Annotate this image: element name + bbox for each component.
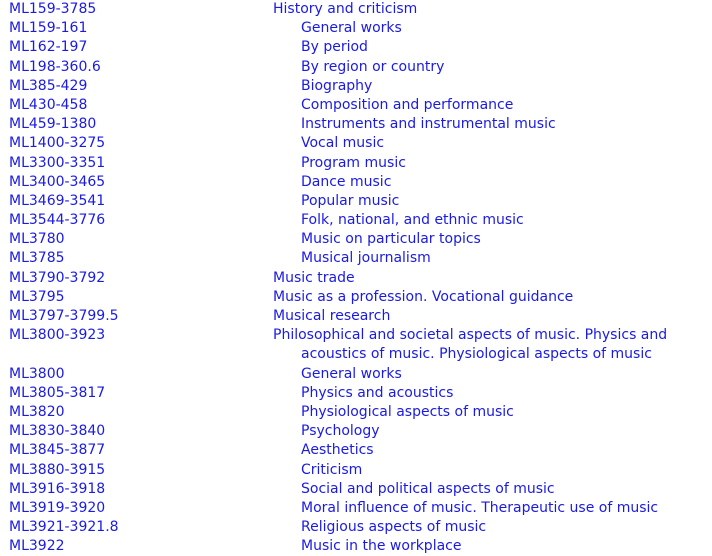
class-caption: Biography [301,77,373,94]
class-caption: By period [301,39,368,56]
class-number: ML430-458 [9,96,88,113]
class-number: ML3800 [9,365,65,382]
outline-row [0,38,712,57]
class-number: ML3921-3921.8 [9,519,119,536]
class-caption: Musical research [273,308,391,324]
class-number: ML3845-3877 [9,442,106,459]
outline-row [0,518,712,537]
class-caption: Criticism [301,461,363,478]
class-caption: Music as a profession. Vocational guidance [273,288,574,305]
outline-row [0,211,712,230]
outline-row [0,0,712,19]
class-number: ML3916-3918 [9,480,106,497]
outline-row [0,461,712,480]
outline-row [0,249,712,268]
class-number: ML3400-3465 [9,173,106,190]
class-caption: Musical journalism [301,250,431,267]
outline-row [0,173,712,192]
class-caption: Program music [301,154,406,171]
class-number: ML198-360.6 [9,58,101,75]
class-caption: Folk, national, and ethnic music [301,212,524,229]
class-caption: Vocal music [301,135,385,152]
class-number: ML3780 [9,231,65,248]
outline-row [0,115,712,134]
class-number: ML385-429 [9,77,88,94]
class-caption: Music in the workplace [301,538,462,555]
class-number: ML3800-3923 [9,327,106,344]
outline-row [0,134,712,153]
class-number: ML3922 [9,538,65,555]
outline-row [0,77,712,96]
class-caption: Music trade [273,269,355,286]
class-caption: Psychology [301,423,380,440]
outline-row [0,403,712,422]
class-number: ML3797-3799.5 [9,308,119,324]
outline-row [0,307,712,326]
outline-row [0,422,712,441]
class-caption: Instruments and instrumental music [301,116,556,133]
outline-row [0,58,712,77]
class-number: ML3300-3351 [9,154,106,171]
class-caption: Moral influence of music. Therapeutic use of music [301,499,659,516]
class-caption: Music on particular topics [301,231,481,248]
class-caption: Social and political aspects of music [301,480,555,497]
class-number: ML459-1380 [9,116,97,133]
class-number: ML3830-3840 [9,423,106,440]
class-caption: Dance music [301,173,392,190]
class-caption: Aesthetics [301,442,374,459]
class-number: ML3795 [9,288,65,305]
outline-row [0,480,712,499]
class-caption: Religious aspects of music [301,519,487,536]
class-number: ML3790-3792 [9,269,106,286]
class-caption: Popular music [301,192,400,209]
outline-row [0,326,712,364]
class-number: ML159-3785 [9,1,97,17]
class-caption: General works [301,365,402,382]
outline-row [0,96,712,115]
class-number: ML3820 [9,403,65,420]
class-caption: By region or country [301,58,445,75]
class-caption: Philosophical and societal aspects of music. Physics and acoustics of music. Physiological aspects of music [273,327,668,363]
outline-row [0,269,712,288]
outline-row [0,365,712,384]
outline-row [0,384,712,403]
class-caption: Physiological aspects of music [301,403,514,420]
outline-row [0,441,712,460]
outline-row [0,230,712,249]
class-number: ML162-197 [9,39,88,56]
class-number: ML3919-3920 [9,499,106,516]
class-number: ML3469-3541 [9,192,106,209]
class-caption: Physics and acoustics [301,384,454,401]
outline-row [0,288,712,307]
class-caption: History and criticism [273,1,418,17]
class-number: ML159-161 [9,20,88,37]
outline-row [0,499,712,518]
class-number: ML1400-3275 [9,135,106,152]
outline-row [0,154,712,173]
class-number: ML3544-3776 [9,212,106,229]
outline-row [0,19,712,38]
class-caption: Composition and performance [301,96,514,113]
class-number: ML3805-3817 [9,384,106,401]
outline-row [0,192,712,211]
class-number: ML3880-3915 [9,461,106,478]
class-number: ML3785 [9,250,65,267]
class-caption: General works [301,20,402,37]
outline-row [0,537,712,556]
